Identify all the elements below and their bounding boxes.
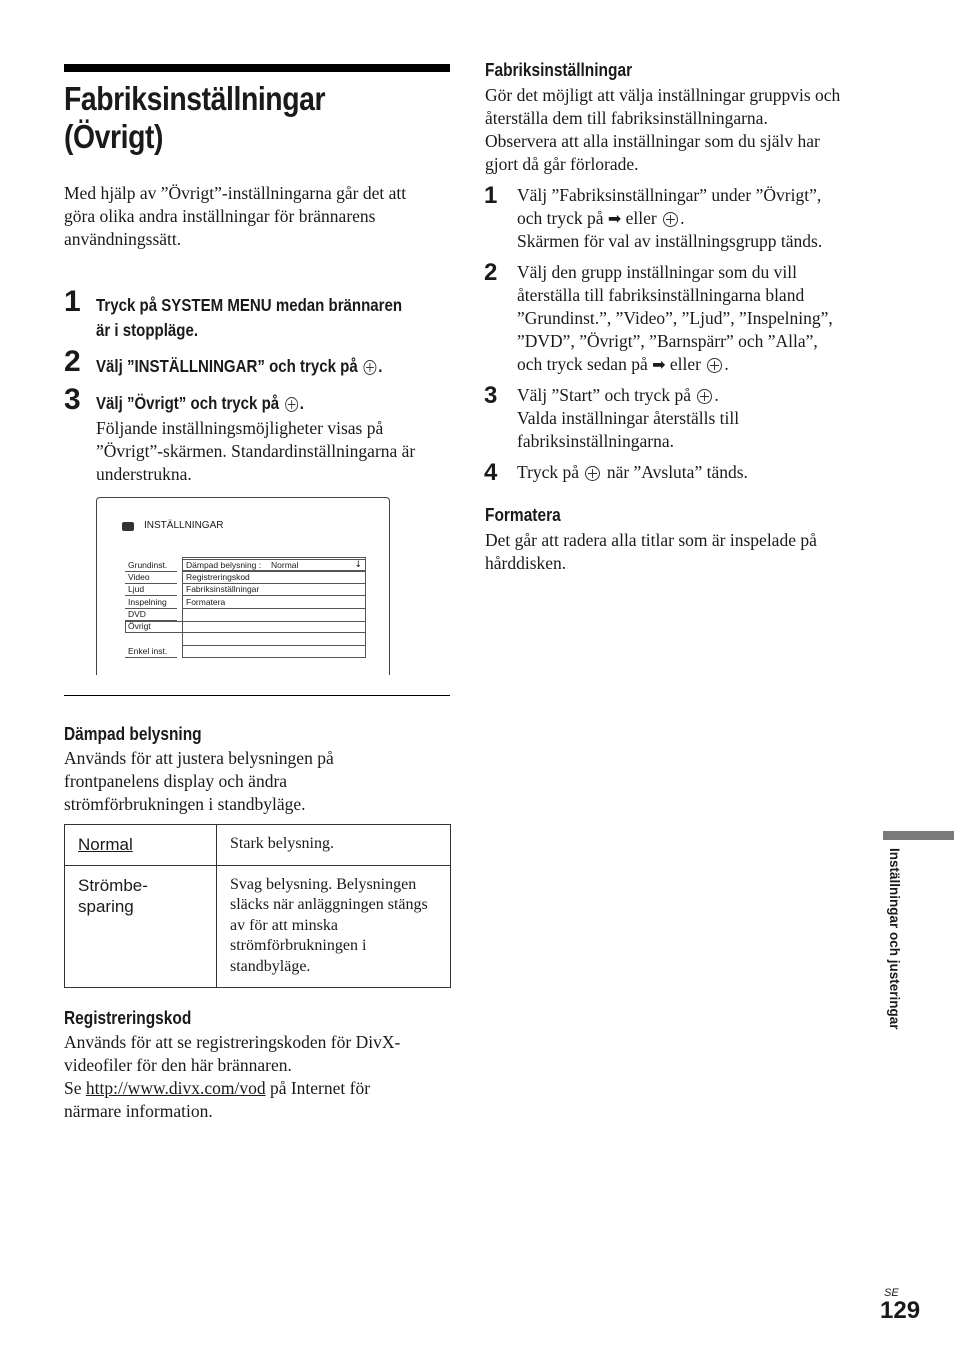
enter-button-icon [585, 466, 600, 481]
text-line: Med hjälp av ”Övrigt”-inställningarna går det att [64, 183, 407, 203]
side-tab-marker [883, 831, 954, 840]
enter-button-icon [663, 212, 678, 227]
text-line: Skärmen för val av inställningsgrupp tänds. [517, 231, 823, 251]
screen-selected-row [125, 621, 366, 633]
text-line: videofiler för den här brännaren. [64, 1055, 292, 1075]
text-line: Används för att justera belysningen på [64, 748, 334, 768]
text-line: Välj den grupp inställningar som du vill [517, 262, 797, 282]
screen-menu-item: Ljud [125, 584, 177, 596]
text-fragment: och tryck sedan på [517, 354, 648, 374]
text-line: hårddisken. [485, 553, 567, 573]
divx-link[interactable]: http://www.divx.com/vod [85, 1078, 266, 1098]
text-line: ”DVD”, ”Övrigt”, ”Barnspärr” och ”Alla”, [517, 331, 818, 351]
section-rule [64, 695, 450, 696]
step-3-text [96, 391, 449, 416]
page-title [64, 80, 460, 156]
step-number: 3 [64, 383, 81, 416]
text-line: ”Grundinst.”, ”Video”, ”Ljud”, ”Inspelning”, [517, 308, 833, 328]
page-number: 129 [880, 1297, 921, 1324]
toolbox-icon [122, 522, 134, 531]
fabriks-step-1 [517, 184, 897, 253]
side-tab-label: Inställningar och justeringar [887, 848, 902, 1030]
step-number: 4 [484, 459, 498, 486]
step-number: 1 [64, 285, 81, 318]
text-line: Valda inställningar återställs till [517, 408, 740, 428]
fabriks-step-2 [517, 261, 907, 376]
text-line: Tryck på SYSTEM MENU medan brännaren [96, 295, 403, 315]
text-line: strömförbrukningen i standbyläge. [64, 794, 306, 814]
text-fragment: när ”Avsluta” tänds. [606, 462, 748, 482]
step-3-label: Välj ”Övrigt” och tryck på [96, 393, 280, 413]
dimmer-options-table [64, 824, 451, 988]
text-line: ”Övrigt”-skärmen. Standardinställningarna är [96, 441, 416, 461]
screen-option-highlight [182, 559, 366, 571]
text-line: standbyläge. [230, 957, 311, 975]
regkod-heading: Registreringskod [64, 1008, 192, 1028]
see-text: Se [64, 1078, 82, 1098]
intro-paragraph [64, 182, 450, 251]
screen-option-label: Dämpad belysning : [186, 560, 262, 570]
table-key [65, 865, 217, 988]
text-line: fabriksinställningarna. [517, 431, 674, 451]
text-line: göra olika andra inställningar för brännarens [64, 206, 376, 226]
step-number: 2 [484, 259, 498, 286]
text-line: närmare information. [64, 1101, 213, 1121]
right-arrow-icon: ➡ [607, 209, 622, 228]
screen-header: INSTÄLLNINGAR [144, 520, 224, 531]
step-number: 2 [64, 345, 81, 378]
page-title-line2: (Övrigt) [64, 118, 164, 155]
text-fragment: och tryck på [517, 208, 604, 228]
dampad-heading: Dämpad belysning [64, 724, 202, 744]
screen-menu-item: Video [125, 572, 177, 584]
screen-option: Fabriksinställningar [182, 584, 366, 596]
page-title-line1: Fabriksinställningar [64, 80, 326, 117]
text-line: Svag belysning. Belysningen [230, 875, 417, 893]
screen-divider [182, 645, 366, 646]
step-number: 1 [484, 182, 498, 209]
fabriks-description [485, 84, 885, 176]
text-line: Välj ”Fabriksinställningar” under ”Övrigt”, [517, 185, 822, 205]
screen-option: Formatera [182, 597, 366, 609]
step-2-text [96, 354, 449, 379]
step-3-detail [96, 417, 456, 486]
text-line: Följande inställningsmöjligheter visas på [96, 418, 384, 438]
table-key [65, 825, 217, 866]
text-line: släcks när anläggningen stängs [230, 896, 428, 913]
text-line: Det går att radera alla titlar som är inspelade på [485, 530, 817, 550]
text-line [64, 1077, 464, 1100]
text-line: strömförbrukningen i [230, 937, 367, 954]
text-fragment: Tryck på [517, 462, 580, 482]
formatera-heading: Formatera [485, 505, 561, 525]
text-fragment: eller [625, 208, 657, 228]
formatera-description [485, 529, 885, 575]
text-line: understrukna. [96, 464, 192, 484]
page-language: SE [884, 1287, 899, 1299]
text-line: Välj ”Start” och tryck på . [517, 385, 719, 405]
table-value [217, 825, 451, 866]
screen-menu-item: Enkel inst. [125, 646, 177, 658]
text-line: återställa dem till fabriksinställningarna. [485, 108, 768, 128]
screen-menu-item: Grundinst. [125, 560, 177, 572]
text-fragment: Välj ”Start” och tryck på [517, 385, 691, 405]
step-number: 3 [484, 382, 498, 409]
text-line: av för att minska [230, 916, 338, 934]
screen-menu-item: Inspelning [125, 597, 177, 609]
fabriks-step-4 [517, 461, 897, 484]
text-line: användningssätt. [64, 229, 182, 249]
screen-menu-item: DVD [125, 609, 177, 621]
text-line: gjort då går förlorade. [485, 154, 639, 174]
default-value: Normal [78, 835, 133, 854]
text-line: sparing [78, 896, 134, 916]
table-row [65, 865, 451, 988]
text-line: frontpanelens display och ändra [64, 771, 288, 791]
table-row [65, 825, 451, 866]
period: . [299, 393, 304, 413]
period: . [378, 356, 383, 376]
step-1-text [96, 293, 449, 343]
text-line: Gör det möjligt att välja inställningar gruppvis och [485, 85, 841, 105]
step-2-label: Välj ”INSTÄLLNINGAR” och tryck på [96, 356, 358, 376]
text-line: är i stoppläge. [96, 320, 199, 340]
down-arrow-icon: ↓ [354, 560, 362, 570]
text-line: Stark belysning. [230, 835, 334, 852]
see-text-end: på Internet för [269, 1078, 371, 1098]
dampad-description [64, 747, 450, 816]
text-fragment: eller [669, 354, 701, 374]
text-line: Observera att alla inställningar som du själv har [485, 131, 820, 151]
screen-option-value: Normal [271, 560, 299, 570]
enter-button-icon [364, 360, 377, 375]
enter-button-icon [707, 358, 722, 373]
text-line: återställa till fabriksinställningarna bland [517, 285, 805, 305]
screen-menu-item: Övrigt [128, 621, 151, 631]
fabriks-step-3 [517, 384, 897, 453]
text-line: och tryck sedan på ➡ eller . [517, 354, 729, 374]
right-arrow-icon: ➡ [652, 355, 666, 374]
text-line: Används för att se registreringskoden för DivX- [64, 1032, 401, 1052]
enter-button-icon [285, 397, 298, 412]
screen-option: Registreringskod [182, 572, 366, 584]
text-line: och tryck på ➡ eller . [517, 208, 685, 228]
fabriks-heading: Fabriksinställningar [485, 60, 633, 80]
title-rule [64, 64, 450, 72]
regkod-description [64, 1031, 464, 1123]
enter-button-icon [697, 389, 712, 404]
table-value [217, 865, 451, 988]
text-line: Strömbe- [78, 875, 148, 895]
